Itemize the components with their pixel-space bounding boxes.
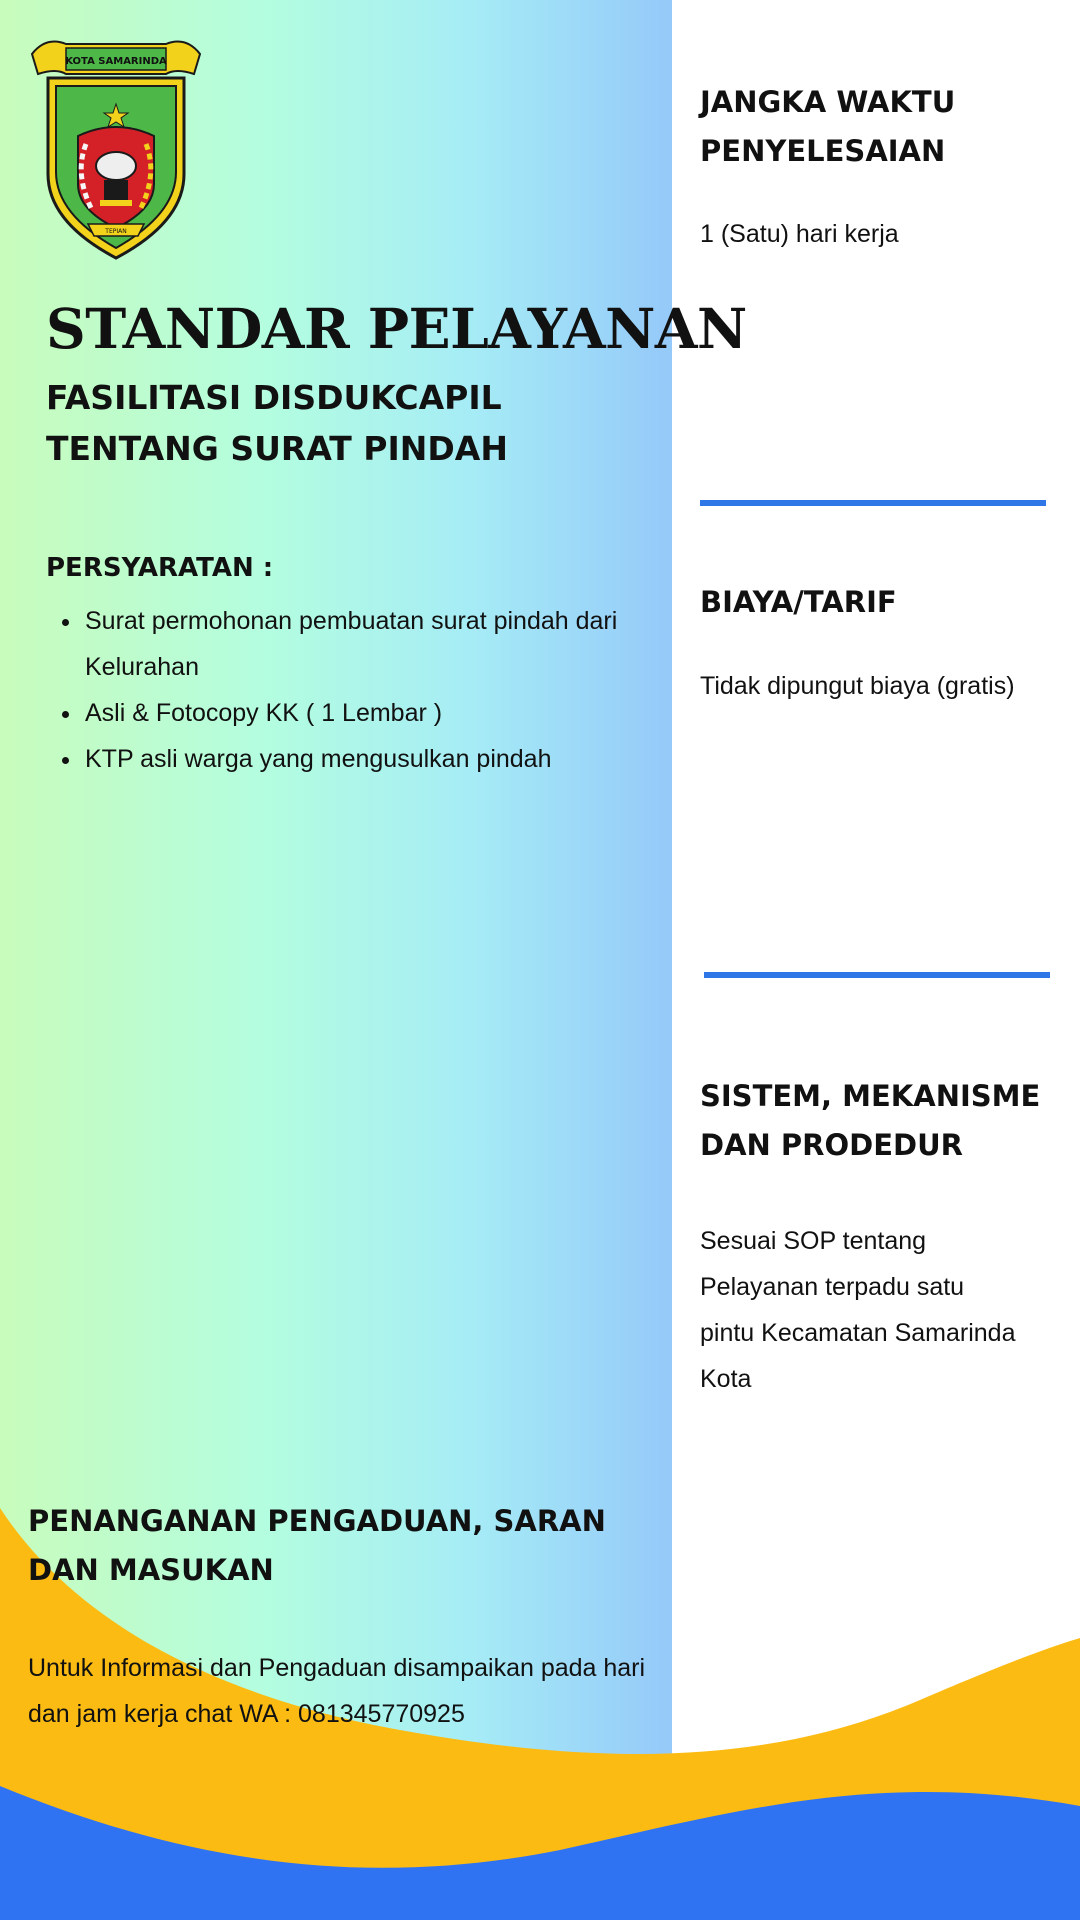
complaint-heading: PENANGANAN PENGADUAN, SARAN DAN MASUKAN — [28, 1504, 606, 1587]
logo-ribbon-text: KOTA SAMARINDA — [65, 56, 167, 67]
requirement-item: • KTP asli warga yang mengusulkan pindah — [83, 736, 673, 782]
requirement-item: • Surat permohonan pembuatan surat pindah dari Kelurahan — [83, 598, 673, 690]
requirements-heading: PERSYARATAN : — [46, 553, 274, 583]
logo-banner-text: TEPIAN — [105, 228, 127, 235]
fee-text: Tidak dipungut biaya (gratis) — [700, 672, 1015, 700]
page-title: STANDAR PELAYANAN — [46, 296, 747, 361]
complaint-text: Untuk Informasi dan Pengaduan disampaikan pada hari dan jam kerja chat WA : 081345770925 — [28, 1654, 646, 1728]
procedure-text: Sesuai SOP tentang Pelayanan terpadu satu pintu Kecamatan Samarinda Kota — [700, 1227, 1016, 1393]
fee-heading: BIAYA/TARIF — [700, 585, 897, 619]
duration-text: 1 (Satu) hari kerja — [700, 220, 899, 248]
page-subtitle: FASILITASI DISDUKCAPIL TENTANG SURAT PINDAH — [46, 378, 508, 468]
requirement-item: • Asli & Fotocopy KK ( 1 Lembar ) — [83, 690, 673, 736]
duration-heading: JANGKA WAKTU PENYELESAIAN — [700, 85, 956, 168]
procedure-heading: SISTEM, MEKANISME DAN PRODEDUR — [700, 1079, 1041, 1162]
